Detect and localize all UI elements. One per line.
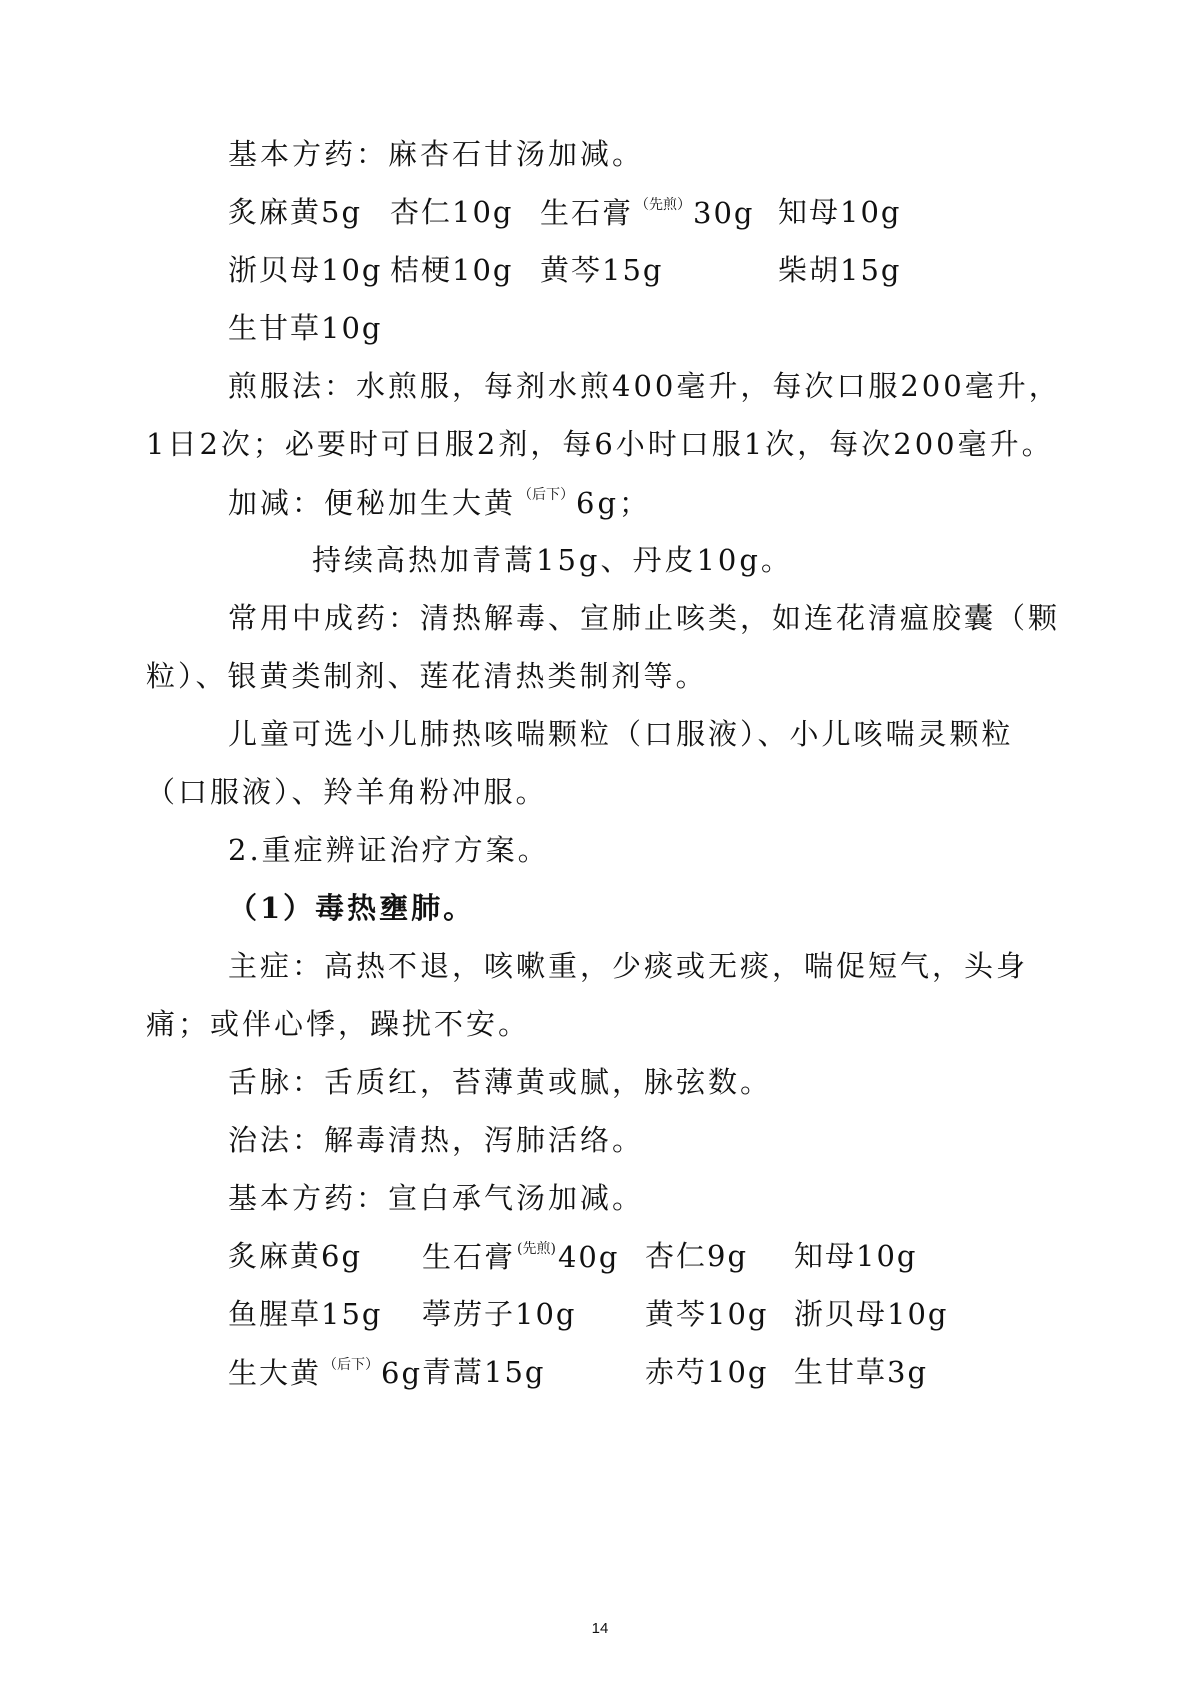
- herb-note: （后下）: [323, 1357, 380, 1373]
- herb-item: 炙麻黄5g: [228, 195, 363, 229]
- herb-item: 浙贝母10g: [228, 253, 383, 287]
- tongue-pulse: 舌脉：舌质红，苔薄黄或腻，脉弦数。: [228, 1065, 773, 1099]
- herb-item: 杏仁10g: [390, 195, 514, 229]
- patent-medicine-line-1: 常用中成药：清热解毒、宣肺止咳类，如连花清瘟胶囊（颗: [228, 601, 1061, 635]
- modification-line-2: 持续高热加青蒿15g、丹皮10g。: [312, 543, 793, 577]
- herb-item: [422, 1242, 619, 1272]
- herb-item: 知母10g: [778, 195, 902, 229]
- main-symptoms-line-1: 主症：高热不退，咳嗽重，少痰或无痰，喘促短气，头身: [228, 949, 1029, 983]
- herb-item: 桔梗10g: [390, 253, 514, 287]
- herb-name: 生大黄: [228, 1356, 322, 1390]
- children-medicine-line-2: （口服液）、羚羊角粉冲服。: [146, 775, 548, 809]
- herb-item: 生甘草10g: [228, 311, 383, 345]
- herb-note: （后下）: [518, 487, 575, 503]
- formula-heading-1: 基本方药：麻杏石甘汤加减。: [228, 137, 645, 171]
- herb-item: 黄芩15g: [540, 253, 664, 287]
- herb-item: 浙贝母10g: [794, 1297, 949, 1331]
- formula-heading-2: 基本方药：宣白承气汤加减。: [228, 1181, 645, 1215]
- herb-item: 生甘草3g: [794, 1355, 929, 1389]
- decoction-method-line-2: 1日2次；必要时可日服2剂，每6小时口服1次，每次200毫升。: [146, 427, 1054, 461]
- decoction-method-line-1: 煎服法：水煎服，每剂水煎400毫升，每次口服200毫升，: [228, 369, 1061, 403]
- herb-name: 生石膏: [422, 1240, 516, 1274]
- modification-line-1: [228, 488, 651, 518]
- section-heading: 2.重症辨证治疗方案。: [228, 833, 550, 867]
- herb-item: 知母10g: [794, 1239, 918, 1273]
- herb-item: [540, 198, 754, 228]
- herb-dose: 30g: [693, 196, 755, 230]
- herb-item: 黄芩10g: [645, 1297, 769, 1331]
- herb-note: （先煎）: [635, 197, 692, 213]
- herb-name: 生石膏: [540, 196, 634, 230]
- herb-item: 柴胡15g: [778, 253, 902, 287]
- subsection-heading: （1）毒热壅肺。: [228, 891, 476, 925]
- main-symptoms-line-2: 痛；或伴心悸，躁扰不安。: [146, 1007, 531, 1041]
- modification-dose: 6g；: [576, 486, 652, 520]
- herb-item: 青蒿15g: [422, 1355, 546, 1389]
- herb-item: 杏仁9g: [645, 1239, 749, 1273]
- herb-dose: 40g: [557, 1240, 620, 1274]
- herb-item: 炙麻黄6g: [228, 1239, 363, 1273]
- herb-item: [228, 1358, 422, 1388]
- herb-item: 葶苈子10g: [422, 1297, 577, 1331]
- herb-item: 赤芍10g: [645, 1355, 769, 1389]
- children-medicine-line-1: 儿童可选小儿肺热咳喘颗粒（口服液）、小儿咳喘灵颗粒: [228, 717, 1014, 751]
- herb-dose: 6g: [381, 1356, 423, 1390]
- herb-item: 鱼腥草15g: [228, 1297, 383, 1331]
- herb-note: (先煎): [517, 1241, 556, 1257]
- treatment-method: 治法：解毒清热，泻肺活络。: [228, 1123, 645, 1157]
- page-number: 14: [591, 1620, 609, 1637]
- patent-medicine-line-2: 粒）、银黄类制剂、莲花清热类制剂等。: [146, 659, 708, 693]
- modification-text: 加减：便秘加生大黄: [228, 486, 517, 520]
